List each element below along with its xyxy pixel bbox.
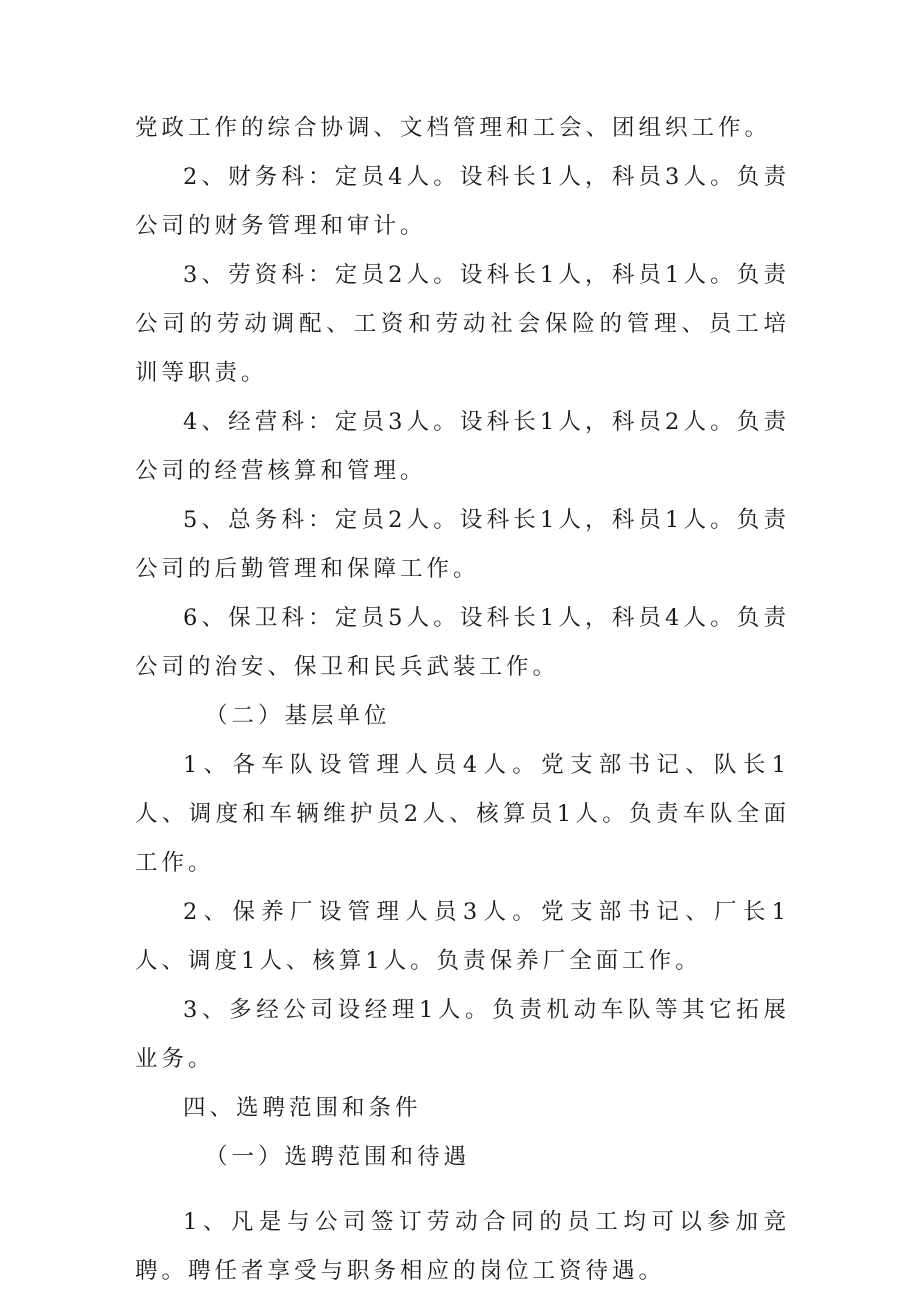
paragraph-finance-section: 2、财务科：定员4人。设科长1人，科员3人。负责公司的财务管理和审计。: [135, 164, 790, 239]
document-body: [135, 104, 790, 1296]
paragraph-security-section: 6、保卫科：定员5人。设科长1人，科员4人。负责公司的治安、保卫和民兵武装工作。: [135, 605, 790, 680]
paragraph-fleet-management: 1、各车队设管理人员4人。党支部书记、队长1人、调度和车辆维护员2人、核算员1人。负责车队全面工作。: [135, 752, 790, 876]
paragraph-party-affairs-continuation: 党政工作的综合协调、文档管理和工会、团组织工作。: [135, 115, 772, 141]
heading-selection-scope-conditions: 四、选聘范围和条件: [183, 1095, 422, 1121]
paragraph-maintenance-plant: 2、保养厂设管理人员3人。党支部书记、厂长1人、调度1人、核算1人。负责保养厂全面工作。: [135, 899, 790, 974]
paragraph-labor-section: 3、劳资科：定员2人。设科长1人，科员1人。负责公司的劳动调配、工资和劳动社会保险的管理、员工培训等职责。: [135, 262, 790, 386]
paragraph-eligibility: 1、凡是与公司签订劳动合同的员工均可以参加竞聘。聘任者享受与职务相应的岗位工资待遇。: [135, 1209, 790, 1284]
heading-grassroots-units: （二）基层单位: [205, 703, 391, 729]
heading-selection-scope-benefits: （一）选聘范围和待遇: [205, 1144, 471, 1170]
paragraph-operations-section: 4、经营科：定员3人。设科长1人，科员2人。负责公司的经营核算和管理。: [135, 409, 790, 484]
paragraph-diversified-company: 3、多经公司设经理1人。负责机动车队等其它拓展业务。: [135, 997, 790, 1072]
paragraph-general-affairs-section: 5、总务科：定员2人。设科长1人，科员1人。负责公司的后勤管理和保障工作。: [135, 507, 790, 582]
